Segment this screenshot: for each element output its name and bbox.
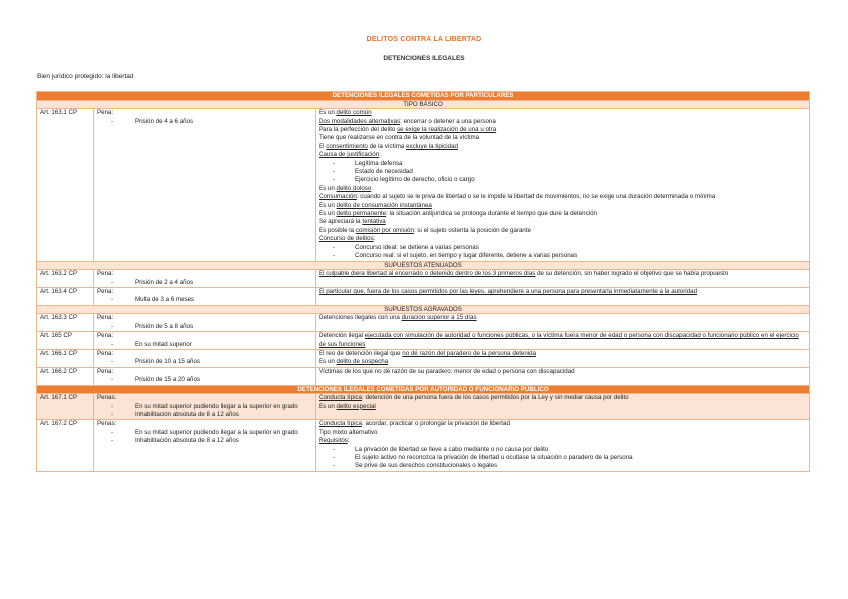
table-row	[37, 287, 810, 305]
concurso-list	[319, 244, 806, 261]
description-cell: Detención ilegal ejecutada con simulación de autoridad o funciones públicas, o la víctima fuera menor de edad o persona con discapacidad o funcionario público en el ejercicio de sus funciones	[316, 332, 810, 350]
penalty-item: - Prisión de 2 a 4 años	[111, 279, 312, 287]
description-cell: Detenciones ilegales con una duración superior a 15 días	[316, 314, 810, 332]
penalty-item: - Prisión de 15 a 20 años	[111, 376, 312, 384]
description-cell: El reo de detención ilegal que no dé razón del paradero de la persona detenida Es un delito de sospecha	[316, 349, 810, 367]
section-header-autoridad: DETENCIONES ILEGALES COMETIDAS POR AUTORIDAD O FUNCIONARIO PÚBLICO	[37, 385, 810, 394]
description-cell: Es un delito común Dos modalidades alternativas: encerrar o detener a una persona Para la perfección del delito se exige la realización de una u otra Tiene que realizarse en contra de la voluntad de la víctima El consentimiento de la víctima excluye la tipicidad Causa de justificación: - Legítima defensa - Estado de necesidad - Ejercicio legítimo de derecho, oficio o cargo Es un delito doloso Consumación: cuando al sujeto se le priva de libertad o se le impide la libertad de movimientos, no se exige una duración determinada o mínima Es un delito de consumación instantánea Es un delito permanente: la situación antijurídica se prolonga durante el tiempo que dure la detención Se apreciará la tentativa Es posible la comisión por omisión: si el sujeto ostenta la posición de garante Concurso de delitos: - Concurso ideal: se detiene a varias personas - Concurso real: si el sujeto, en tiempo y lugar diferente, detiene a varias personas	[316, 109, 810, 261]
document-title: DELITOS CONTRA LA LIBERTAD	[366, 36, 482, 43]
protected-legal-interest: Bien jurídico protegido: la libertad	[37, 73, 134, 80]
list-item: - La privación de libertad se lleve a cabo mediante o no causa por delito	[333, 446, 806, 454]
description-cell: Conducta típica: acordar, practicar o prolongar la privación de libertad Tipo mixto alternativo Requisitos: - La privación de libertad se lleve a cabo mediante o no causa por delito - El sujeto activo no reconozca la privación de libertad u ocultase la situación o paradero de la persona - Se prive de sus derechos constitucionales o legales	[316, 420, 810, 471]
table-row	[37, 394, 810, 420]
list-item: - Ejercicio legítimo de derecho, oficio o cargo	[333, 176, 806, 184]
penalty-item: - En su mitad superior	[111, 341, 312, 349]
subheader-tipo-basico: TIPO BÁSICO	[37, 100, 810, 109]
penalty-cell: Pena: - En su mitad superior	[94, 332, 316, 350]
penalty-item: - Inhabilitación absoluta de 8 a 12 años	[111, 411, 312, 419]
article-cell: Art. 167.1 CP	[37, 394, 94, 420]
article-cell: Art. 163.3 CP	[37, 314, 94, 332]
penalty-item: - Multa de 3 a 6 meses	[111, 296, 312, 304]
table-row	[37, 349, 810, 367]
summary-table	[36, 91, 810, 472]
penalty-cell	[94, 109, 316, 261]
list-item: - Concurso ideal: se detiene a varias personas	[333, 244, 806, 252]
penalty-item: - Prisión de 10 a 15 años	[111, 358, 312, 366]
list-item: - Estado de necesidad	[333, 168, 806, 176]
penalty-label: Pena:	[97, 109, 114, 117]
list-item: - Legítima defensa	[333, 160, 806, 168]
document-subtitle: DETENCIONES ILEGALES	[383, 55, 465, 62]
penalty-cell: Pena: - Multa de 3 a 6 meses	[94, 287, 316, 305]
list-item: - Se prive de sus derechos constitucionales o legales	[333, 462, 806, 470]
penalty-item: - Prisión de 5 a 8 años	[111, 323, 312, 331]
table-row	[37, 332, 810, 350]
penalty-item: - En su mitad superior pudiendo llegar a la superior en grado	[111, 403, 312, 411]
penalty-item: - Prisión de 4 a 6 años	[111, 118, 312, 126]
article-cell: Art. 163.4 CP	[37, 287, 94, 305]
table-row	[37, 367, 810, 385]
requirements-list	[319, 446, 806, 471]
penalty-cell: Pena: - Prisión de 5 a 8 años	[94, 314, 316, 332]
article-cell: Art. 166.2 CP	[37, 367, 94, 385]
article-cell: Art. 167.2 CP	[37, 420, 94, 471]
table-row	[37, 420, 810, 471]
subheader-atenuados: SUPUESTOS ATENUADOS	[37, 261, 810, 270]
description-cell: El particular que, fuera de los casos permitidos por las leyes, aprehendiere a una persona para presentarla inmediatamente a la autoridad	[316, 287, 810, 305]
penalty-cell: Pena: - Prisión de 10 a 15 años	[94, 349, 316, 367]
table-row	[37, 314, 810, 332]
description-cell: Víctimas de los que no dé razón de su paradero: menor de edad o persona con discapacidad	[316, 367, 810, 385]
description-cell: El culpable diera libertad al encerrado o detenido dentro de los 3 primeros días de su detención, sin haber logrado el objetivo que se había propuesto	[316, 270, 810, 288]
penalty-cell: Pena: - Prisión de 2 a 4 años	[94, 270, 316, 288]
article-cell: Art. 163.1 CP	[37, 109, 94, 261]
description-cell: Conducta típica: detención de una persona fuera de los casos permitidos por la Ley y sin mediar causa por delito Es un delito especial	[316, 394, 810, 420]
list-item: - El sujeto activo no reconozca la privación de libertad u ocultase la situación o paradero de la persona	[333, 454, 806, 462]
penalty-cell: Penas: - En su mitad superior pudiendo llegar a la superior en grado - Inhabilitación absoluta de 8 a 12 años	[94, 394, 316, 420]
article-cell: Art. 163.2 CP	[37, 270, 94, 288]
penalty-item: - Inhabilitación absoluta de 8 a 12 años	[111, 437, 312, 445]
justification-list	[319, 160, 806, 185]
penalty-cell: Penas: - En su mitad superior pudiendo llegar a la superior en grado - Inhabilitación absoluta de 8 a 12 años	[94, 420, 316, 471]
subheader-agravados: SUPUESTOS AGRAVADOS	[37, 305, 810, 314]
section-header-row	[37, 385, 810, 394]
article-cell: Art. 165 CP	[37, 332, 94, 350]
article-cell: Art. 166.1 CP	[37, 349, 94, 367]
table-row	[37, 270, 810, 288]
penalty-item: - En su mitad superior pudiendo llegar a la superior en grado	[111, 429, 312, 437]
penalty-cell: Pena: - Prisión de 15 a 20 años	[94, 367, 316, 385]
section-header-particulares: DETENCIONES ILEGALES COMETIDAS POR PARTICULARES	[37, 92, 810, 101]
list-item: - Concurso real: si el sujeto, en tiempo y lugar diferente, detiene a varias personas	[333, 252, 806, 260]
table-row	[37, 109, 810, 261]
section-header-row	[37, 92, 810, 101]
